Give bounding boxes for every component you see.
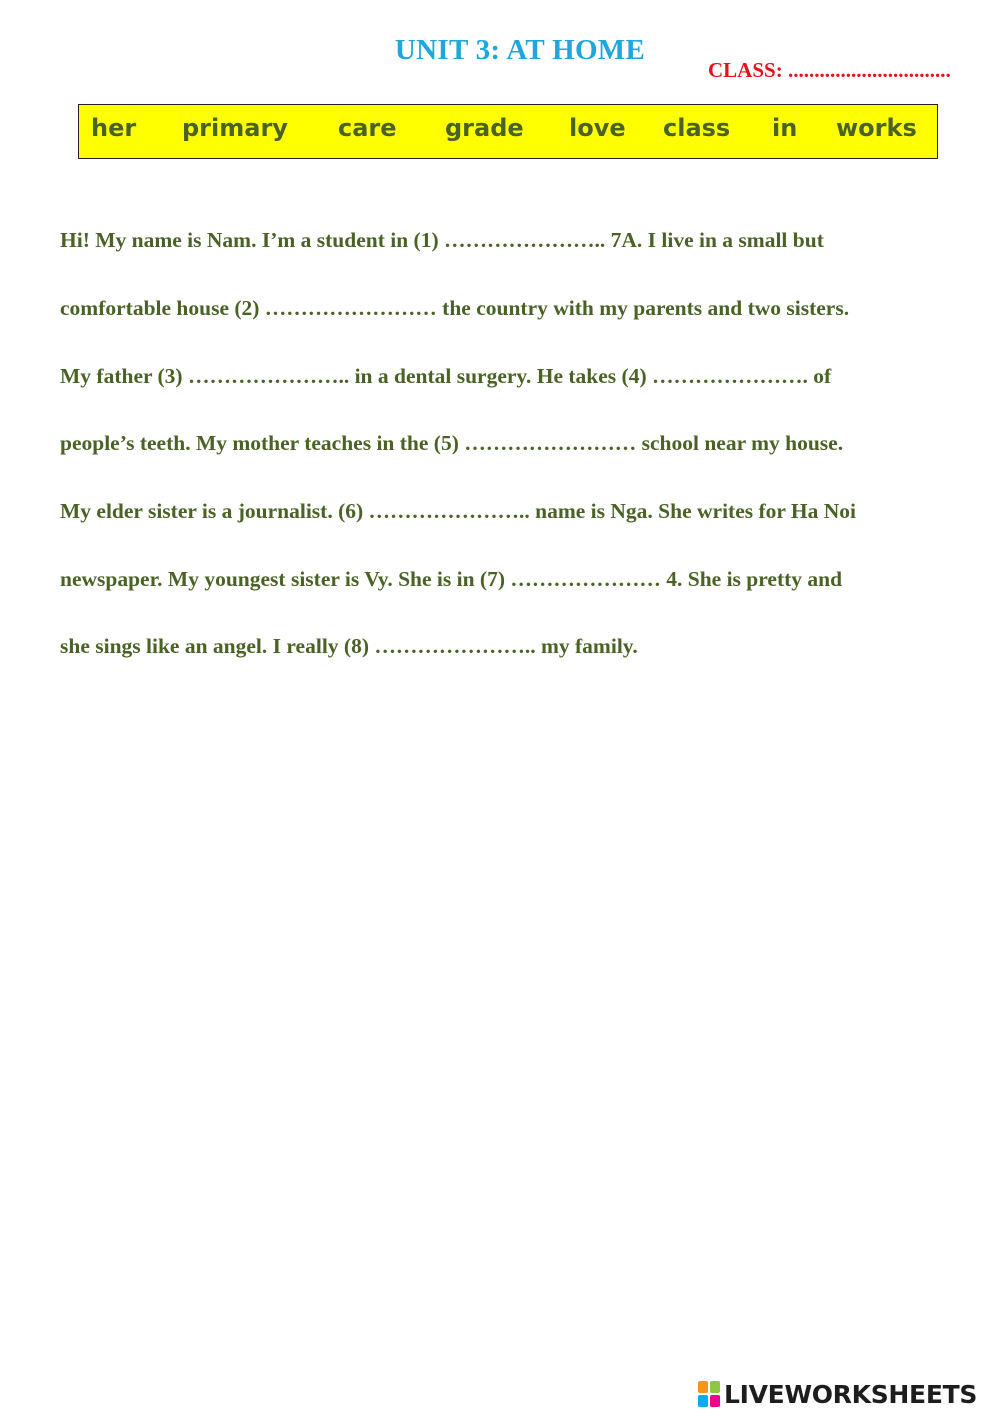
passage-line: My father (3) ………………….. in a dental surgery. He takes (4) …………………. of [60,364,832,388]
passage-line: comfortable house (2) …………………… the country with my parents and two sisters. [60,296,850,320]
word-bank-item: works [836,114,917,142]
class-field-label: CLASS: ............................... [708,58,951,82]
passage-line: people’s teeth. My mother teaches in the (5) …………………… school near my house. [60,431,844,455]
word-bank-item: in [772,114,798,142]
logo-text: LIVEWORKSHEETS [724,1379,978,1409]
passage-line: My elder sister is a journalist. (6) ………………….. name is Nga. She writes for Ha Noi [60,499,857,523]
passage-line: Hi! My name is Nam. I’m a student in (1) ………………….. 7A. I live in a small but [60,228,824,252]
word-bank-item: primary [182,114,288,142]
word-bank-item: love [569,114,626,142]
word-bank-item: her [91,114,137,142]
passage-line: newspaper. My youngest sister is Vy. She is in (7) ………………… 4. She is pretty and [60,567,843,591]
word-bank-box [78,104,938,159]
liveworksheets-logo [698,1378,977,1410]
word-bank-item: class [663,114,731,142]
passage-line: she sings like an angel. I really (8) ………………….. my family. [60,634,638,658]
worksheet-title: UNIT 3: AT HOME [394,34,646,66]
word-bank-item: care [338,114,397,142]
word-bank-item: grade [445,114,524,142]
logo-squares-icon [698,1381,720,1407]
